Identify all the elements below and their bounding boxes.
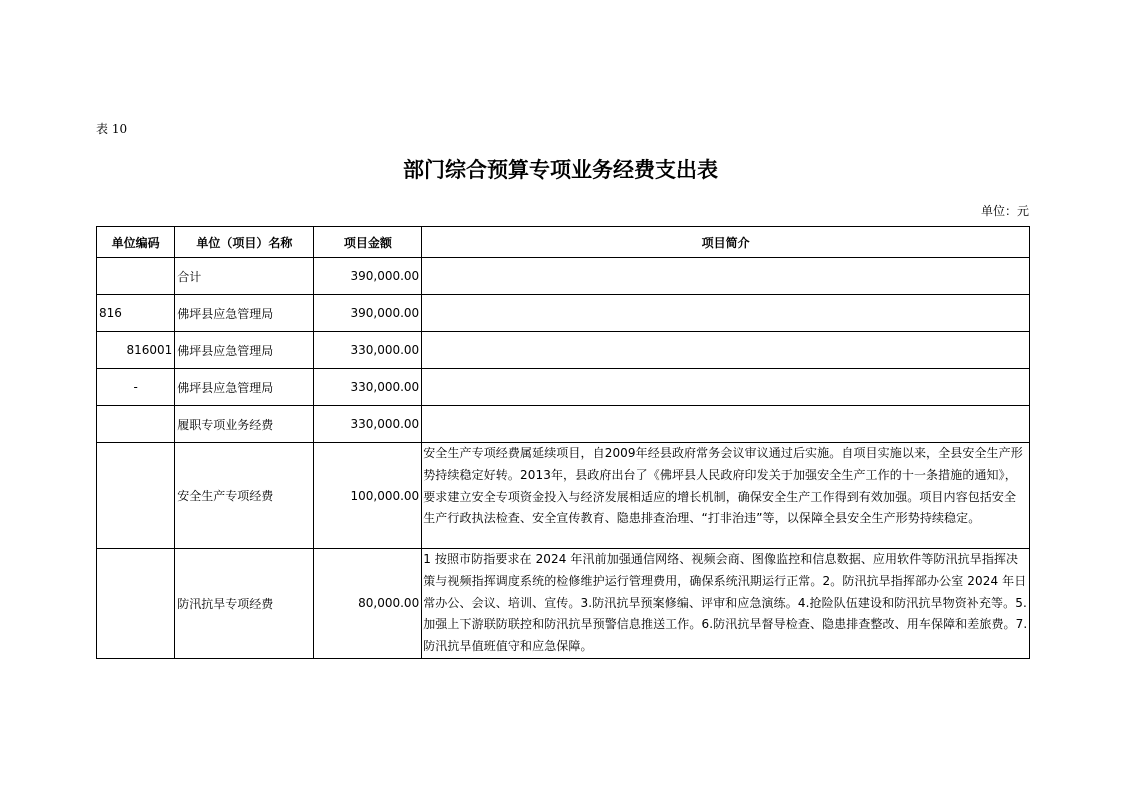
table-header-row (97, 227, 1030, 258)
header-amount: 项目金额 (314, 227, 422, 258)
cell-description (422, 369, 1030, 406)
cell-code (97, 549, 175, 659)
cell-code (97, 406, 175, 443)
cell-name: 佛坪县应急管理局 (175, 295, 314, 332)
cell-code (97, 443, 175, 549)
table-row (97, 295, 1030, 332)
cell-description: 1 按照市防指要求在 2024 年汛前加强通信网络、视频会商、图像监控和信息数据、应用软件等防汛抗旱指挥决策与视频指挥调度系统的检修维护运行管理费用，确保系统汛期运行正常。2。防汛抗旱指挥部办公室 2024 年日常办公、会议、培训、宣传。3.防汛抗旱预案修编、评审和应急演练。4.抢险队伍建设和防汛抗旱物资补充等。5.加强上下游联防联控和防汛抗旱预警信息推送工作。6.防汛抗旱督导检查、隐患排查整改、用车保障和差旅费。7.防汛抗旱值班值守和应急保障。 (422, 549, 1030, 659)
cell-description: 安全生产专项经费属延续项目，自2009年经县政府常务会议审议通过后实施。自项目实施以来，全县安全生产形势持续稳定好转。2013年，县政府出台了《佛坪县人民政府印发关于加强安全生产工作的十一条措施的通知》，要求建立安全专项资金投入与经济发展相适应的增长机制，确保安全生产工作得到有效加强。项目内容包括安全生产行政执法检查、安全宣传教育、隐患排查治理、“打非治违”等，以保障全县安全生产形势持续稳定。 (422, 443, 1030, 549)
header-description: 项目简介 (422, 227, 1030, 258)
cell-amount: 330,000.00 (314, 332, 422, 369)
table-number-label: 表 10 (96, 122, 128, 136)
table-row (97, 549, 1030, 659)
unit-label: 单位：元 (980, 204, 1029, 218)
cell-amount: 390,000.00 (314, 258, 422, 295)
table-row (97, 332, 1030, 369)
cell-amount: 100,000.00 (314, 443, 422, 549)
budget-table (96, 226, 1030, 659)
cell-name: 佛坪县应急管理局 (175, 332, 314, 369)
table-row (97, 406, 1030, 443)
cell-code (97, 258, 175, 295)
cell-description (422, 295, 1030, 332)
header-unit-code: 单位编码 (97, 227, 175, 258)
header-unit-name: 单位（项目）名称 (175, 227, 314, 258)
cell-amount: 80,000.00 (314, 549, 422, 659)
cell-code: 816 (97, 295, 175, 332)
table-row (97, 369, 1030, 406)
cell-code: 816001 (97, 332, 175, 369)
cell-code: - (97, 369, 175, 406)
table-row (97, 258, 1030, 295)
cell-description (422, 332, 1030, 369)
page-title: 部门综合预算专项业务经费支出表 (403, 157, 718, 182)
cell-description (422, 258, 1030, 295)
table-row (97, 443, 1030, 549)
cell-amount: 330,000.00 (314, 369, 422, 406)
cell-name: 佛坪县应急管理局 (175, 369, 314, 406)
cell-name: 履职专项业务经费 (175, 406, 314, 443)
cell-amount: 390,000.00 (314, 295, 422, 332)
cell-name: 安全生产专项经费 (175, 443, 314, 549)
cell-amount: 330,000.00 (314, 406, 422, 443)
cell-name: 合计 (175, 258, 314, 295)
cell-name: 防汛抗旱专项经费 (175, 549, 314, 659)
cell-description (422, 406, 1030, 443)
